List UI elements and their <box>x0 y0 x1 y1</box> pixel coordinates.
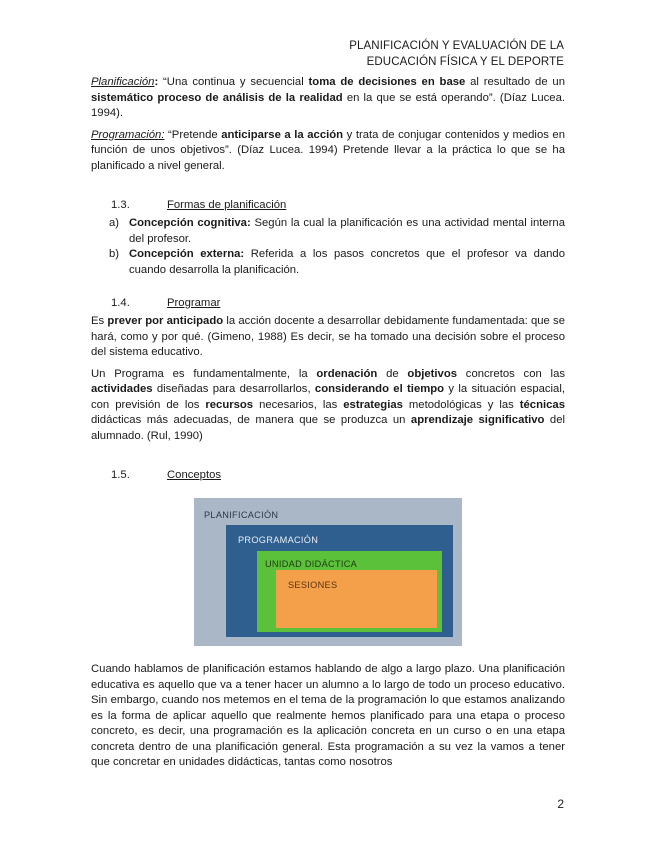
section-heading-1-3 <box>111 198 565 214</box>
bold-span: prever por anticipado <box>107 315 224 327</box>
text-span: “Pretende <box>164 128 222 141</box>
bold-span: objetivos <box>407 367 458 380</box>
header-line-2: EDUCACIÓN FÍSICA Y EL DEPORTE <box>366 56 564 68</box>
section-heading-1-5 <box>111 468 565 484</box>
text-span: en la que se está operando”. (Díaz Lucea. 1994). <box>91 91 566 119</box>
list-item <box>109 216 565 247</box>
bold-span: toma de decisiones en base <box>308 76 466 88</box>
section-number: 1.4. <box>111 297 130 309</box>
closing-paragraph: Cuando hablamos de planificación estamos hablando de algo a largo plazo. Una planificación educativa es aquello que va a tener hacer un alumno a lo largo de todo un proceso educativo. Sin embargo, cuando nos metemos en el tema de la programación lo que estamos analizando es la forma de aplicar aquello que realmente hemos planificado para una etapa o proceso concreto, es decir, una programación es la aplicación concreta en un curso o en una etapa concreta dentro de una planificación general. Esta programación a su vez la vamos a tener que concretar en unidades didácticas, tantas como nosotros <box>91 663 565 768</box>
planificacion-label: PLANIFICACIÓN <box>204 510 279 520</box>
section-title: Formas de planificación <box>167 199 287 211</box>
list-marker: b) <box>109 248 120 260</box>
bold-span: Concepción cognitiva: <box>129 217 251 229</box>
planificacion-colon: : <box>154 76 159 88</box>
text-span: al resultado de un <box>465 76 565 88</box>
bold-span: sistemático proceso de análisis de la realidad <box>91 91 343 104</box>
page-content <box>91 75 565 777</box>
planificacion-definition <box>91 75 565 122</box>
text-span: y trata de conjugar contenidos y medios en función de unos objetivos”. (Díaz Lucea. 1994) Pretende llevar a la práctica lo que se ha planificado a nivel general. <box>91 128 566 172</box>
text-span: y la situación espacial, con previsión de los <box>91 383 565 411</box>
text-span: Un Programa es fundamentalmente, la <box>91 367 317 380</box>
section-number: 1.5. <box>111 469 130 481</box>
section-title: Conceptos <box>167 469 222 481</box>
bold-span: actividades <box>91 383 153 395</box>
text-span: “Una continua y secuencial <box>158 76 309 88</box>
text-span: didácticas más adecuadas, de manera que se produzca un <box>91 414 411 426</box>
bold-span: ordenación <box>316 367 378 380</box>
text-span: concretos con las <box>457 367 565 380</box>
text-span: Es <box>91 315 108 327</box>
list-item <box>109 247 565 278</box>
bold-span: recursos <box>205 398 254 411</box>
text-span: de <box>377 367 408 380</box>
bold-span: estrategias <box>343 398 403 411</box>
header-line-1: PLANIFICACIÓN Y EVALUACIÓN DE LA <box>349 40 564 52</box>
list-item-text <box>129 216 565 247</box>
sesiones-box <box>276 570 437 628</box>
programacion-label: PROGRAMACIÓN <box>238 535 319 545</box>
sesiones-label: SESIONES <box>288 580 338 590</box>
text-span: Según la cual la planificación es una actividad mental interna del profesor. <box>129 217 565 245</box>
section-heading-1-4 <box>111 296 565 312</box>
page-header <box>349 38 564 70</box>
text-span: metodológicas y las <box>402 398 520 411</box>
planning-forms-list <box>109 216 565 278</box>
text-span: diseñadas para desarrollarlos, <box>152 383 315 395</box>
bold-span: Concepción externa: <box>129 248 245 260</box>
bold-span: técnicas <box>519 398 565 411</box>
planificacion-term: Planificación <box>91 76 155 88</box>
programacion-term: Programación: <box>91 128 165 141</box>
programar-paragraph-1 <box>91 314 565 361</box>
programacion-definition <box>91 128 565 175</box>
bold-span: anticiparse a la acción <box>221 128 344 141</box>
text-span: Referida a los pasos concretos que el profesor va dando cuando desarrolla la planificación. <box>129 248 565 276</box>
text-span: del alumnado. (Rul, 1990) <box>91 414 565 442</box>
list-marker: a) <box>109 217 120 229</box>
bold-span: aprendizaje significativo <box>410 414 545 426</box>
section-number: 1.3. <box>111 199 130 211</box>
concepts-nested-diagram <box>194 498 462 646</box>
bold-span: considerando el tiempo <box>314 383 445 395</box>
section-title: Programar <box>167 297 221 309</box>
programar-paragraph-2 <box>91 367 565 445</box>
page-number: 2 <box>557 797 564 811</box>
text-span: la acción docente a desarrollar debidamente fundamentada: que se hará, como y por qué. (Gimeno, 1988) Es decir, se ha tomado una decisión sobre el proceso del sistema educativo. <box>91 315 565 358</box>
list-item-text <box>129 247 565 278</box>
unidad-didactica-label: UNIDAD DIDÁCTICA <box>265 559 358 569</box>
text-span: necesarios, las <box>253 398 344 411</box>
